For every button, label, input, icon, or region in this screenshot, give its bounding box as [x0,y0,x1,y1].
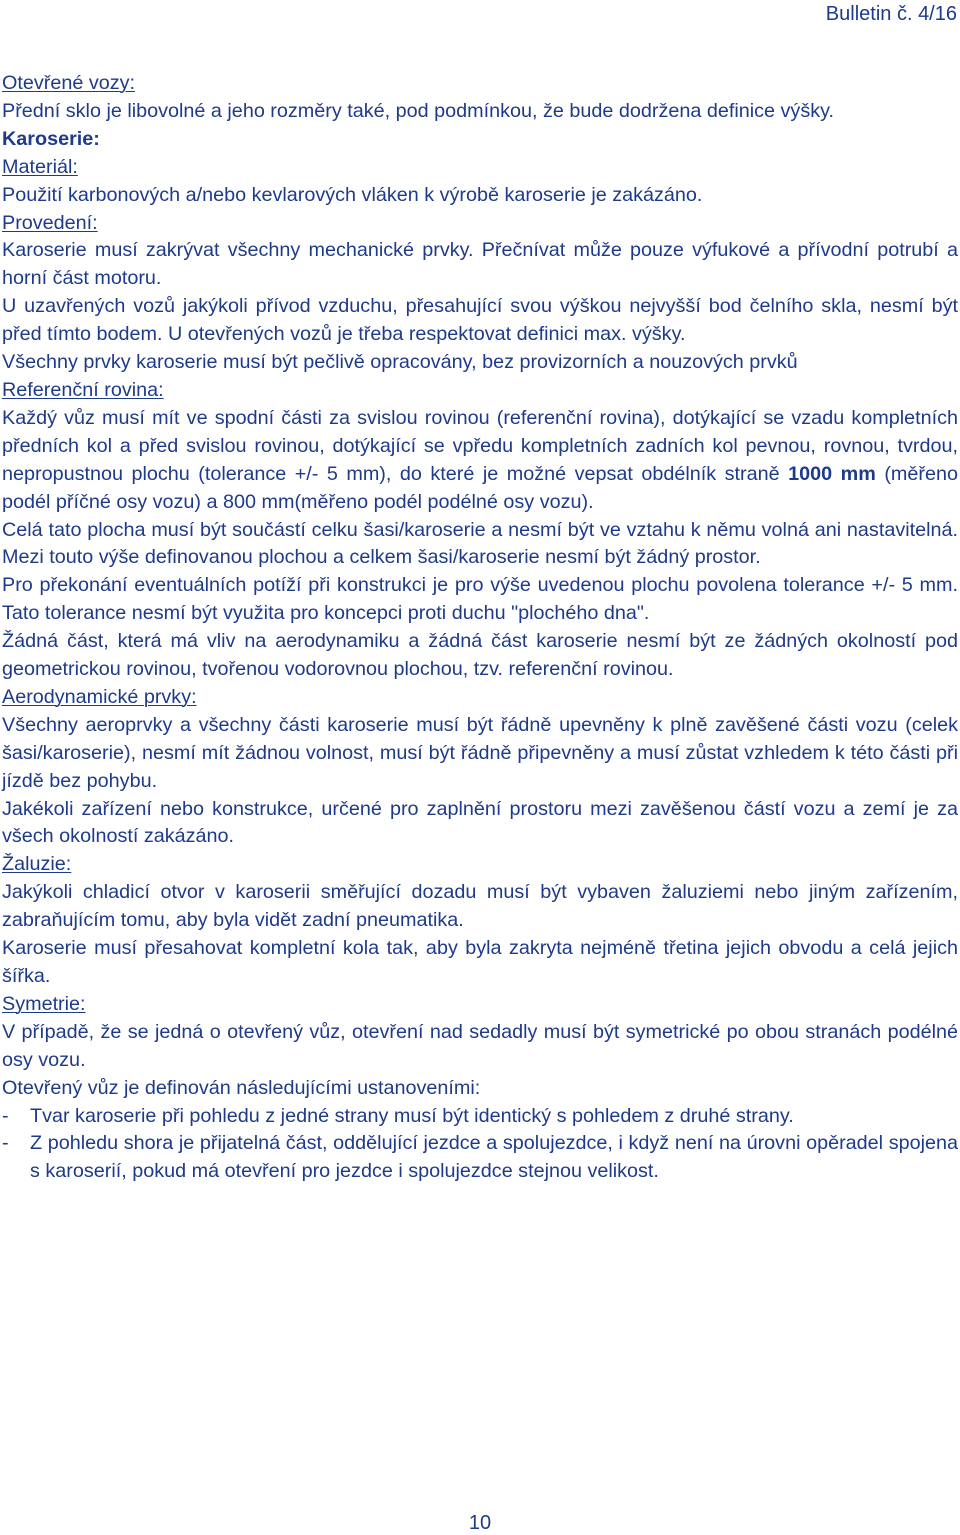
heading-material: Materiál: [2,155,78,178]
reference-plane-text-a: Každý vůz musí mít ve spodní části za svislou rovinou (referenční rovina), dotýkající se vzadu kompletních předních kol a před svislou rovinou, dotýkající se vpředu kompletních zadních kol pevnou, rovnou, tvrdou, nepropustnou plochu (tolerance +/- 5 mm), do které je možné vepsat obdélník straně [2,406,958,485]
paragraph-air-intake: U uzavřených vozů jakýkoli přívod vzduchu, přesahující svou výškou nejvyšší bod čelního skla, nesmí být před tímto bodem. U otevřených vozů je třeba respektovat definici max. výšky. [2,295,958,346]
bulletin-header: Bulletin č. 4/16 [825,3,957,25]
list-item [2,1103,958,1131]
heading-reference-plane: Referenční rovina: [2,378,164,401]
page-number: 10 [468,1512,492,1534]
paragraph-louvres: Jakýkoli chladicí otvor v karoserii směřující dozadu musí být vybaven žaluziemi nebo jiným zařízením, zabraňujícím tomu, aby byla vidět zadní pneumatika. [2,881,958,932]
list-dash: - [2,1104,9,1127]
heading-aero-devices: Aerodynamické prvky: [2,685,197,708]
heading-design: Provedení: [2,211,98,234]
reference-plane-width: 1000 mm [788,462,876,485]
paragraph-symmetry: V případě, že se jedná o otevřený vůz, otevření nad sedadly musí být symetrické po obou stranách podélné osy vozu. [2,1020,958,1071]
paragraph-finish: Všechny prvky karoserie musí být pečlivě opracovány, bez provizorních a nouzových prvků [2,351,798,374]
paragraph-aero-gap: Jakékoli zařízení nebo konstrukce, určené pro zaplnění prostoru mezi zavěšenou částí vozu a zemí je za všech okolností zakázáno. [2,797,958,848]
list-item [2,1130,958,1186]
list-item-text: Tvar karoserie při pohledu z jedné strany musí být identický s pohledem z druhé strany. [30,1104,794,1127]
paragraph-reference-plane [2,405,958,517]
paragraph-tolerance: Pro překonání eventuálních potíží při konstrukci je pro výše uvedenou plochu povolena tolerance +/- 5 mm. Tato tolerance nesmí být využita pro koncepci proti duchu "plochého dna". [2,574,958,625]
paragraph-material: Použití karbonových a/nebo kevlarových vláken k výrobě karoserie je zakázáno. [2,183,703,206]
heading-louvres: Žaluzie: [2,853,72,876]
paragraph-aero-mounting: Všechny aeroprvky a všechny části karoserie musí být řádně upevněny k plně zavěšené části vozu (celek šasi/karoserie), nesmí mít žádnou volnost, musí být řádně připevněny a musí zůstat vzhledem k této části při jízdě bez pohybu. [2,713,958,792]
paragraph-open-car-definition: Otevřený vůz je definován následujícími ustanoveními: [2,1076,481,1099]
list-item-text: Z pohledu shora je přijatelná část, oddělující jezdce a spolujezdce, i když není na úrovni opěradel spojena s karoserií, pokud má otevření pro jezdce i spolujezdce stejnou velikost. [30,1132,958,1183]
heading-open-cars: Otevřené vozy: [2,72,136,94]
document-body [2,70,958,1186]
reference-plane-text-c: (měřeno podél příčné osy vozu) a 800 mm(měřeno podél podélné osy vozu). [2,462,958,513]
paragraph-windscreen: Přední sklo je libovolné a jeho rozměry také, pod podmínkou, že bude dodržena definice výšky. [2,99,835,122]
paragraph-wheel-cover: Karoserie musí přesahovat kompletní kola tak, aby byla zakryta nejméně třetina jejich obvodu a celá jejich šířka. [2,937,958,987]
paragraph-aero-below-plane: Žádná část, která má vliv na aerodynamiku a žádná část karoserie nesmí být ze žádných okolností pod geometrickou rovinou, tvořenou vodorovnou plochou, tzv. referenční rovinou. [2,630,958,681]
paragraph-design-cover: Karoserie musí zakrývat všechny mechanické prvky. Přečnívat může pouze výfukové a přívodní potrubí a horní část motoru. [2,239,958,290]
list-dash: - [2,1132,9,1155]
paragraph-surface-part: Celá tato plocha musí být součástí celku šasi/karoserie a nesmí být ve vztahu k němu volná ani nastavitelná. Mezi touto výše definovanou plochou a celkem šasi/karoserie nesmí být žádný prostor. [2,518,958,569]
heading-bodywork: Karoserie: [2,127,100,150]
heading-symmetry: Symetrie: [2,992,86,1015]
